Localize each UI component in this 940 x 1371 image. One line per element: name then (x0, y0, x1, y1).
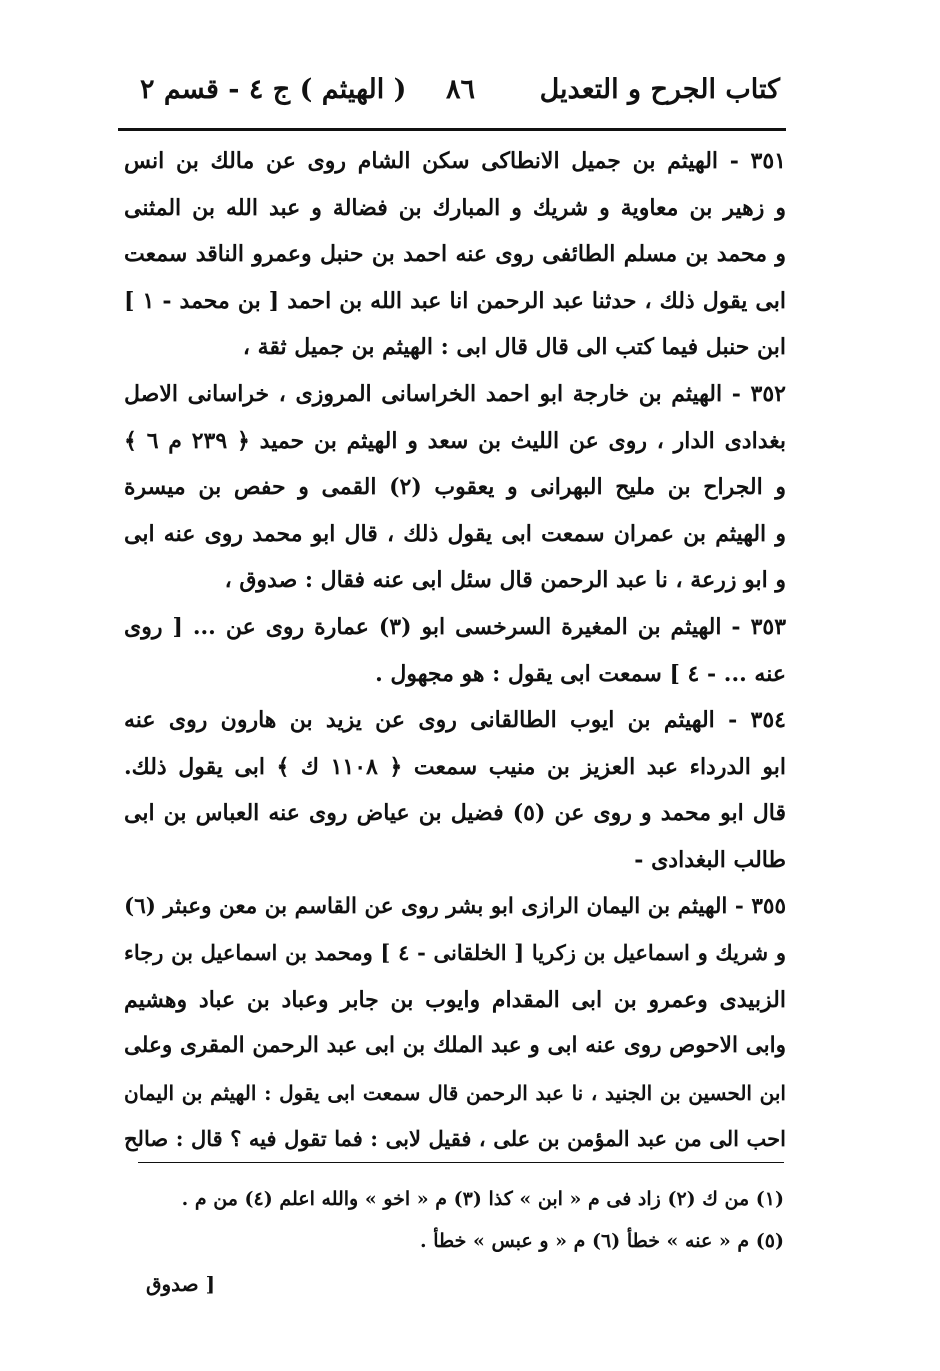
text-line: طالب البغدادى - (634, 846, 786, 873)
text-line: ٣٥١ - الهيثم بن جميل الانطاكى سكن الشام روى عن مالك بن انس (124, 148, 786, 174)
text-line: بغدادى الدار ، روى عن الليث بن سعد و الهيثم بن حميد ﴿ ٢٣٩ م ٦ ﴾ (124, 427, 786, 454)
text-line: و زهير بن معاوية و شريك و المبارك بن فضالة و عبد الله بن المثنى (124, 194, 786, 221)
text-line: و الجراح بن مليح البهرانى و يعقوب (٢) القمى و حفص بن ميسرة (124, 474, 786, 501)
text-line: ابو الدرداء عبد العزيز بن منيب سمعت ﴿ ١١٠٨ ك ﴾ ابى يقول ذلك. (124, 753, 786, 780)
text-line: و الهيثم بن عمران سمعت ابى يقول ذلك ، قال ابو محمد روى عنه ابى (124, 520, 786, 547)
text-line: و محمد بن مسلم الطائفى روى عنه احمد بن حنبل وعمرو الناقد سمعت (124, 241, 786, 268)
text-line: ٣٥٥ - الهيثم بن اليمان الرازى ابو بشر روى عن القاسم بن معن وعبثر (٦) (124, 893, 786, 919)
header-rule (118, 128, 786, 131)
page-number: ٨٦ (446, 74, 476, 105)
text-line: ابن حنبل فيما كتب الى قال قال ابى : الهيثم بن جميل ثقة ، (242, 334, 786, 361)
footnote-rule (138, 1162, 784, 1163)
section-label: ( الهيثم ) ج ٤ - قسم ٢ (140, 74, 407, 105)
page-header (118, 70, 780, 126)
text-line: الزبيدى وعمرو بن ابى المقدام وايوب بن جابر وعباد بن عباد وهشيم (124, 986, 786, 1013)
footnote-line: (٥) م « عنه » خطأ (٦) م « و عبس » خطأ . (419, 1230, 784, 1252)
text-line: و ابو زرعة ، نا عبد الرحمن قال سئل ابى عنه فقال : صدوق ، (224, 567, 786, 594)
footnotes (130, 1178, 784, 1262)
text-line: وابى الاحوص روى عنه ابى و عبد الملك بن ابى عبد الرحمن المقرى وعلى (124, 1033, 786, 1059)
text-line: ابن الحسين بن الجنيد ، نا عبد الرحمن قال سمعت ابى يقول : الهيثم بن اليمان (124, 1080, 786, 1105)
body-text (124, 138, 786, 1163)
text-line: عنه ... - ٤ ] سمعت ابى يقول : هو مجهول . (375, 660, 786, 687)
text-line: ٣٥٤ - الهيثم بن ايوب الطالقانى روى عن يزيد بن هارون روى عنه (124, 707, 786, 734)
catchword: [ صدوق (146, 1272, 216, 1296)
text-line: ٣٥٣ - الهيثم بن المغيرة السرخسى ابو (٣) عمارة روى عن ... [ روى (124, 613, 786, 640)
text-line: ابى يقول ذلك ، حدثنا عبد الرحمن انا عبد الله بن احمد [ بن محمد - ١ ] (124, 287, 786, 314)
book-title: كتاب الجرح و التعديل (539, 74, 780, 105)
text-line: قال ابو محمد و روى عن (٥) فضيل بن عياض روى عنه العباس بن ابى (124, 800, 786, 827)
footnote-line: (١) من ك (٢) زاد فى م « ابن » كذا (٣) م « اخو » والله اعلم (٤) من م . (181, 1188, 784, 1210)
text-line: احب الى من عبد المؤمن بن على ، فقيل لابى : فما تقول فيه ؟ قال : صالح (124, 1126, 786, 1152)
text-line: و شريك و اسماعيل بن زكريا [ الخلقانى - ٤ ] ومحمد بن اسماعيل بن رجاء (124, 940, 786, 966)
text-line: ٣٥٢ - الهيثم بن خارجة ابو احمد الخراسانى المروزى ، خراسانى الاصل (124, 380, 786, 407)
